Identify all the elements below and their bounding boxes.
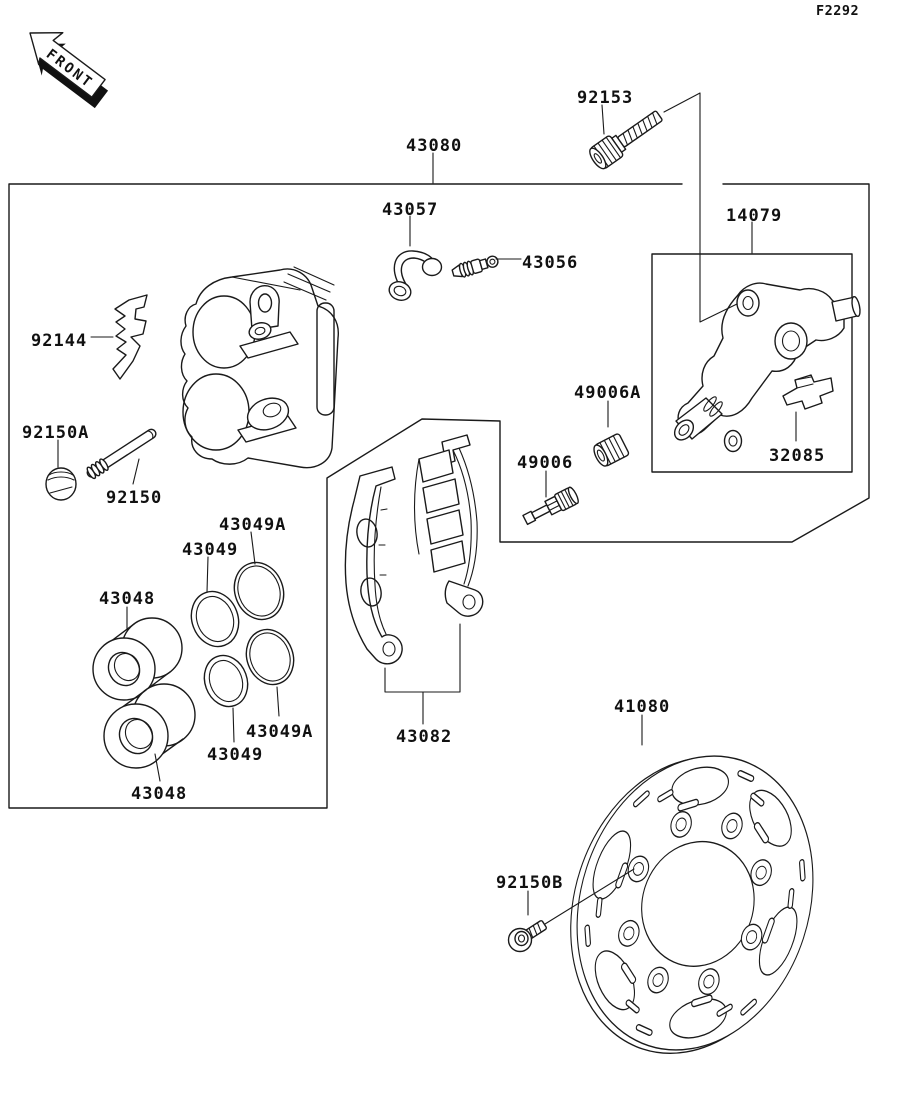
brake-pads-drawing: [345, 435, 482, 664]
bleeder-screw-drawing: [521, 486, 580, 528]
part-label-43080: 43080: [406, 136, 463, 156]
part-label-43082: 43082: [396, 727, 453, 747]
disc-bolt-drawing: [509, 920, 548, 951]
leader-43049-top: [207, 557, 208, 592]
leader-43049-bottom: [233, 708, 234, 742]
caliper-bolt-drawing: [587, 105, 667, 171]
part-label-43049-bottom: 43049: [207, 745, 264, 765]
part-label-49006: 49006: [517, 453, 574, 473]
part-label-92150: 92150: [106, 488, 163, 508]
part-label-14079: 14079: [726, 206, 783, 226]
holder-clip-drawing: [783, 375, 833, 409]
slide-pin-plug-drawing: [46, 468, 76, 500]
part-label-43049-top: 43049: [182, 540, 239, 560]
seal-ring-drawing-43049-bottom: [197, 649, 254, 712]
part-label-49006A: 49006A: [574, 383, 642, 403]
bleeder-cap-drawing: [591, 433, 630, 468]
part-label-41080: 41080: [614, 697, 671, 717]
part-label-92150B: 92150B: [496, 873, 564, 893]
part-label-92150A: 92150A: [22, 423, 90, 443]
slide-pin-drawing: [84, 426, 158, 480]
leader-92150: [133, 459, 139, 484]
caliper-holder-drawing: [671, 283, 862, 451]
part-label-43049A-bottom: 43049A: [246, 722, 314, 742]
front-arrow-icon: [14, 17, 120, 113]
part-label-43049A-top: 43049A: [219, 515, 287, 535]
bleed-fitting-drawing: [451, 253, 500, 279]
part-label-32085: 32085: [769, 446, 826, 466]
brake-disc-drawing: [534, 723, 850, 1085]
front-arrow-label: FRONT: [42, 46, 97, 92]
part-label-43048-bottom: 43048: [131, 784, 188, 804]
part-label-43057: 43057: [382, 200, 439, 220]
part-label-43056: 43056: [522, 253, 579, 273]
part-label-92153: 92153: [577, 88, 634, 108]
leader-43049A-bottom: [277, 687, 279, 716]
leader-43049A-top: [251, 532, 255, 564]
part-label-92144: 92144: [31, 331, 88, 351]
brake-hose-clamp-drawing: [387, 251, 442, 303]
fiche-code-label: F2292: [816, 3, 860, 19]
pad-spring-clip-drawing: [113, 295, 147, 379]
brake-caliper-drawing: [181, 267, 338, 468]
part-label-43048-top: 43048: [99, 589, 156, 609]
leader-92153-label: [602, 105, 604, 134]
